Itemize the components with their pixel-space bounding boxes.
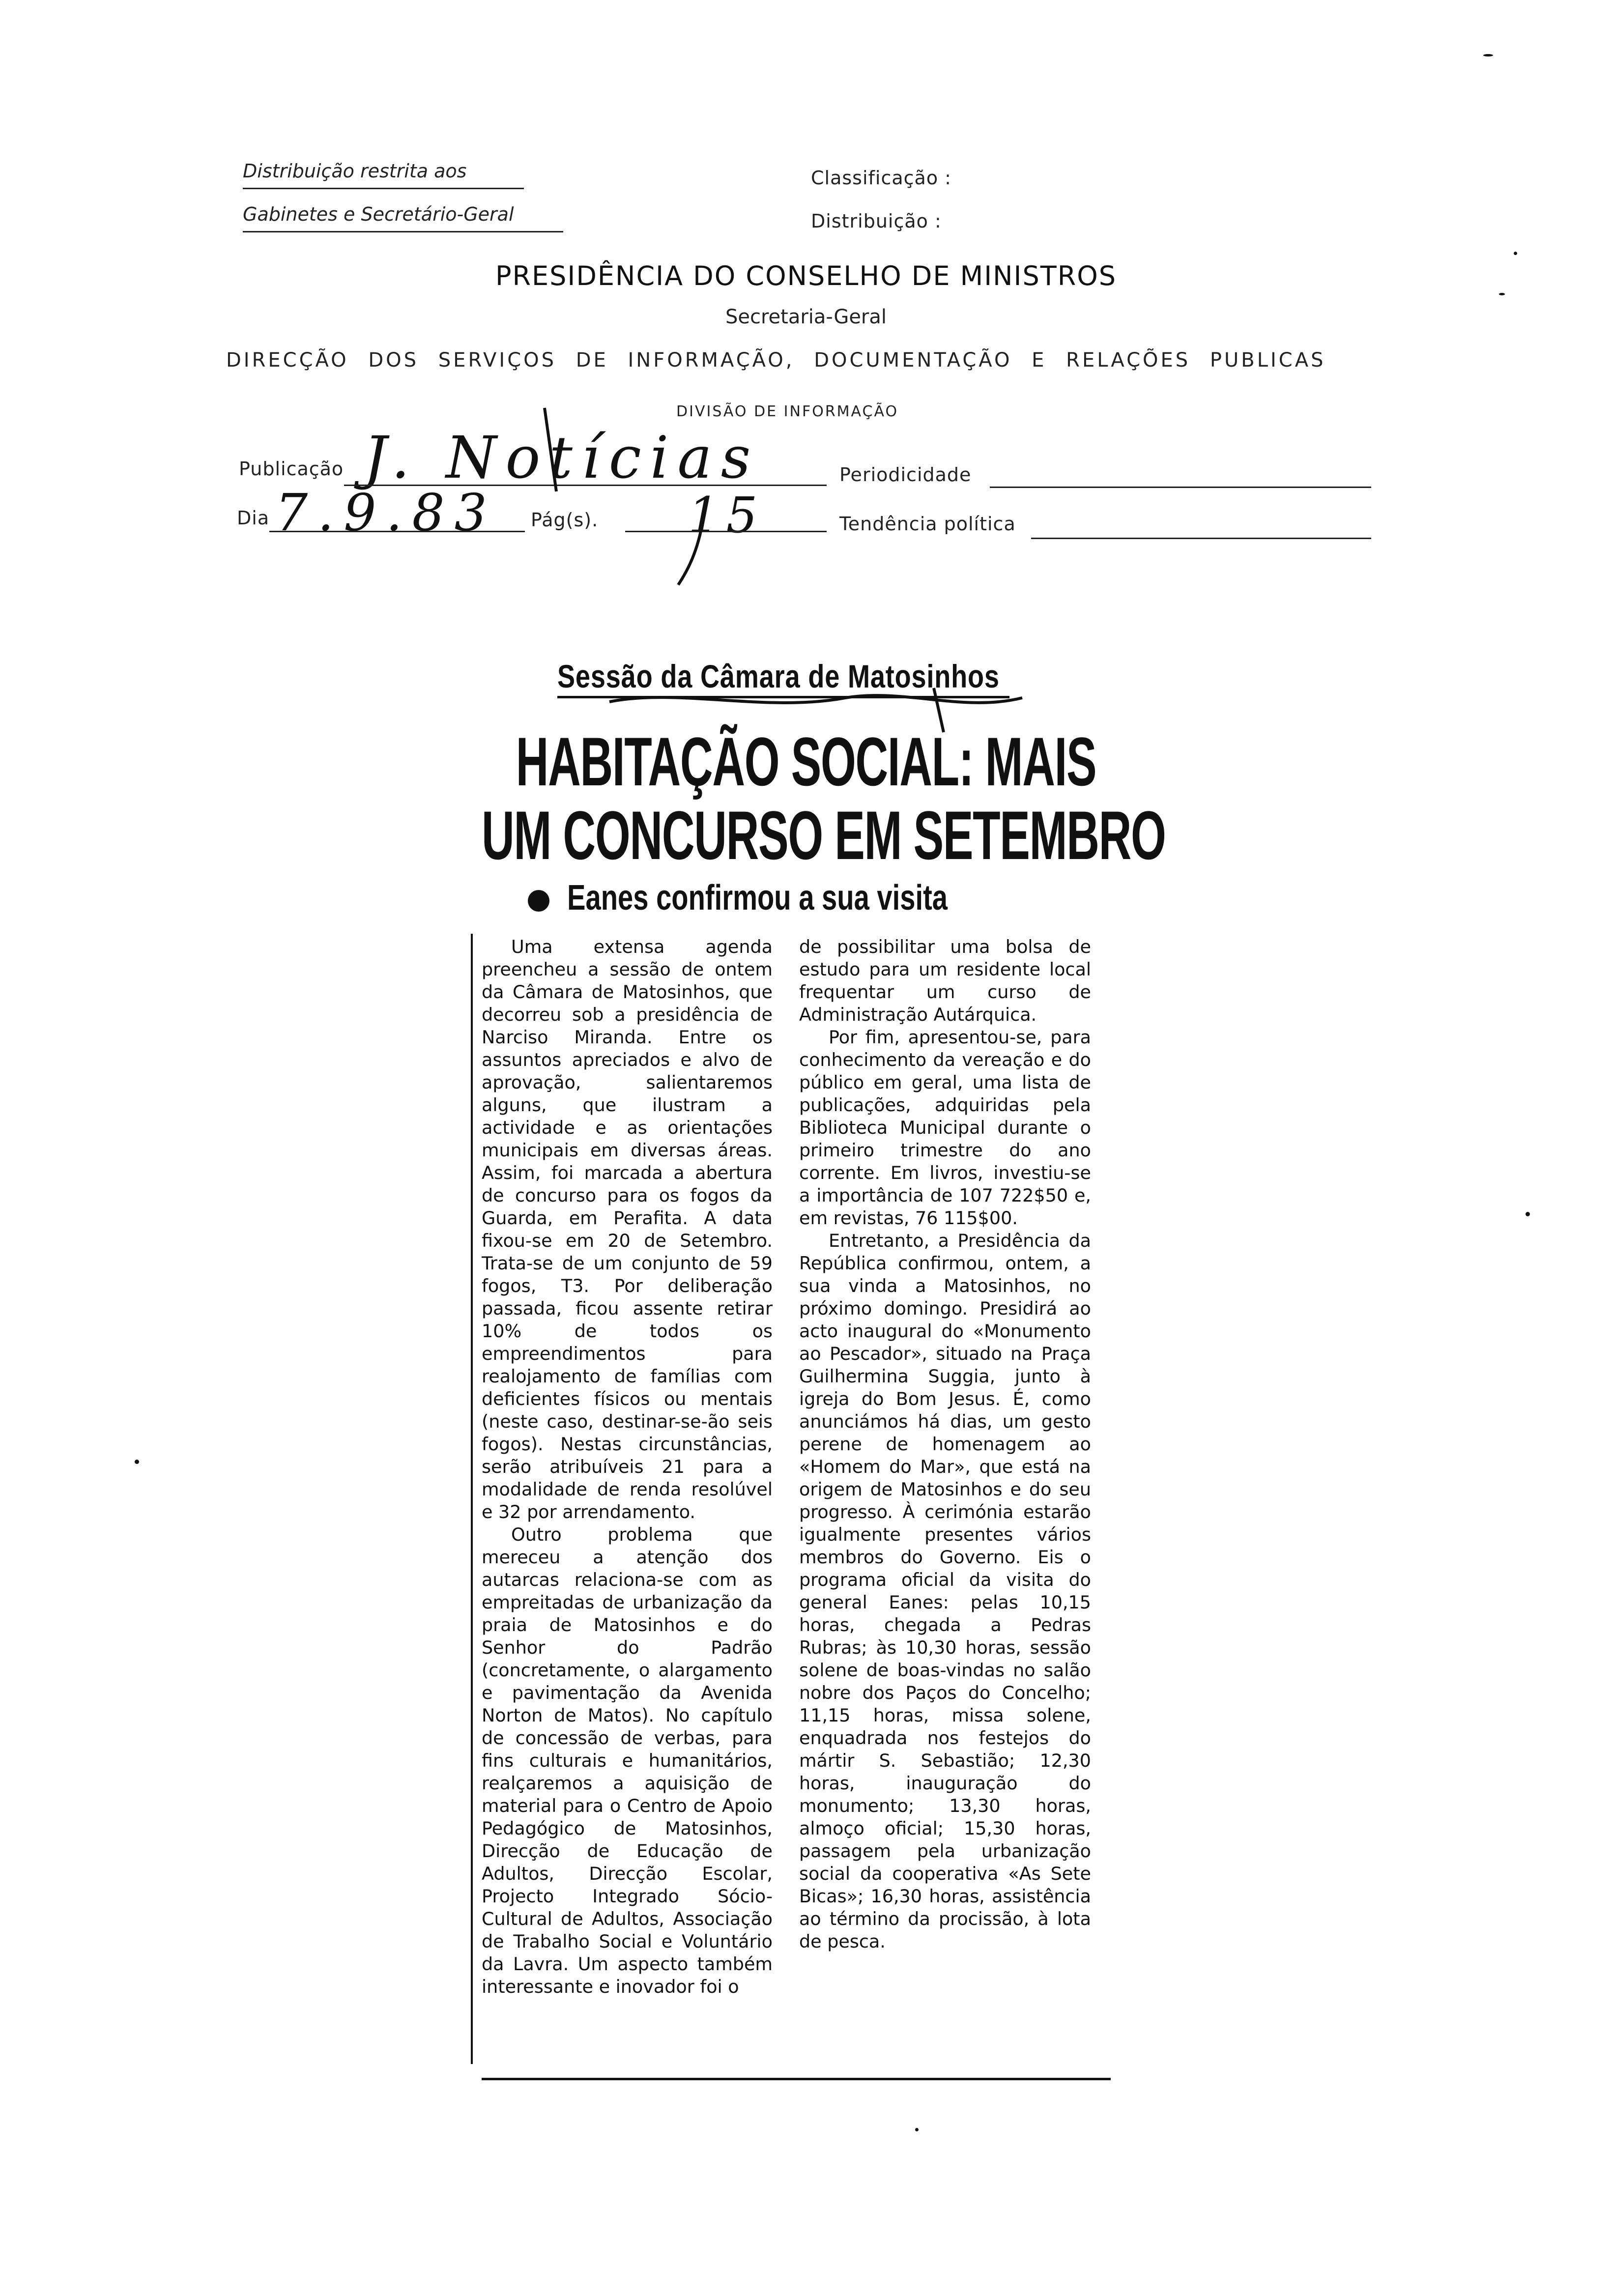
subhead bbox=[528, 878, 1055, 918]
clipping-left-edge bbox=[471, 934, 473, 2064]
restriction-note-line1: Distribuição restrita aos bbox=[243, 160, 467, 182]
pages-handwritten: 15 bbox=[688, 487, 765, 544]
col2-paragraph-2: Por fim, apresentou-se, para conhecimento da vereação e do público em geral, uma lista de publicações, adquiridas pela Biblioteca Municipal durante o primeiro trimestre do ano corrente. Em livros, investiu-se a importância de 107 722$50 e, em revistas, 76 115$00. bbox=[799, 1027, 1091, 1229]
article-column-1 bbox=[482, 936, 773, 1998]
publication-handwritten: J. Notícias bbox=[364, 424, 760, 491]
day-handwritten: 7.9.83 bbox=[275, 483, 497, 543]
division-title: DIVISÃO DE INFORMAÇÃO bbox=[676, 403, 899, 420]
classification-label: Classificação : bbox=[811, 167, 951, 189]
col1-paragraph-2: Outro problema que mereceu a atenção dos autarcas relaciona-se com as empreitadas de urbanização da praia de Matosinhos e do Senhor do Padrão (concretamente, o alargamento e pavimentação da Avenida Norton de Matos). No capítulo de concessão de verbas, para fins culturais e humanitários, realçaremos a aquisição de material para o Centro de Apoio Pedagógico de Matosinhos, Direcção de Educação de Adultos, Direcção Escolar, Projecto Integrado Sócio-Cultural de Adultos, Associação de Trabalho Social e Voluntário da Lavra. Um aspecto também interessante e inovador foi o bbox=[482, 1524, 773, 1997]
scan-speck bbox=[1526, 1212, 1530, 1216]
day-label: Dia bbox=[237, 507, 270, 529]
institution-title: PRESIDÊNCIA DO CONSELHO DE MINISTROS bbox=[495, 260, 1117, 291]
restriction-note-line2: Gabinetes e Secretário-Geral bbox=[243, 203, 514, 225]
scan-speck bbox=[1499, 293, 1505, 295]
subhead-text: Eanes confirmou a sua visita bbox=[567, 878, 948, 918]
secretariat-title: Secretaria-Geral bbox=[725, 306, 887, 328]
directorate-title: DIRECÇÃO DOS SERVIÇOS DE INFORMAÇÃO, DOCUMENTAÇÃO E RELAÇÕES PUBLICAS bbox=[226, 349, 1326, 372]
publication-label: Publicação bbox=[239, 458, 344, 480]
distribution-label: Distribuição : bbox=[811, 210, 942, 232]
col2-paragraph-1: de possibilitar uma bolsa de estudo para um residente local frequentar um curso de Administração Autárquica. bbox=[799, 936, 1091, 1025]
clipping-bottom-rule bbox=[482, 2078, 1111, 2080]
scan-speck bbox=[1483, 54, 1493, 57]
article-kicker: Sessão da Câmara de Matosinhos bbox=[557, 658, 1000, 694]
political-tendency-label: Tendência política bbox=[839, 513, 1016, 535]
headline-line-1: HABITAÇÃO SOCIAL: MAIS bbox=[516, 723, 1096, 800]
headline-line-2: UM CONCURSO EM SETEMBRO bbox=[482, 797, 1166, 874]
periodicity-label: Periodicidade bbox=[839, 464, 972, 486]
bullet-icon bbox=[528, 890, 549, 912]
scan-speck bbox=[1514, 252, 1517, 255]
pages-label: Pág(s). bbox=[531, 509, 599, 531]
kicker-underline bbox=[557, 696, 1009, 698]
col1-paragraph-1: Uma extensa agenda preencheu a sessão de ontem da Câmara de Matosinhos, que decorreu sob a presidência de Narciso Miranda. Entre os assuntos apreciados e alvo de aprovação, salientaremos alguns, que ilustram a actividade e as orientações municipais em diversas áreas. Assim, foi marcada a abertura de concurso para os fogos da Guarda, em Perafita. A data fixou-se em 20 de Setembro. Trata-se de um conjunto de 59 fogos, T3. Por deliberação passada, ficou assente retirar 10% de todos os empreendimentos para realojamento de famílias com deficientes físicos ou mentais (neste caso, destinar-se-ão seis fogos). Nestas circunstâncias, serão atribuíveis 21 para a modalidade de renda resolúvel e 32 por arrendamento. bbox=[482, 936, 773, 1522]
scan-speck bbox=[915, 2128, 919, 2131]
col2-paragraph-3: Entretanto, a Presidência da República confirmou, ontem, a sua vinda a Matosinhos, no próximo domingo. Presidirá ao acto inaugural do «Monumento ao Pescador», situado na Praça Guilhermina Suggia, junto à igreja do Bom Jesus. É, como anunciámos há dias, um gesto perene de homenagem ao «Homem do Mar», que está na origem de Matosinhos e do seu progresso. À cerimónia estarão igualmente presentes vários membros do Governo. Eis o programa oficial da visita do general Eanes: pelas 10,15 horas, chegada a Pedras Rubras; às 10,30 horas, sessão solene de boas-vindas no salão nobre dos Paços do Concelho; 11,15 horas, missa solene, enquadrada nos festejos do mártir S. Sebastião; 12,30 horas, inauguração do monumento; 13,30 horas, almoço oficial; 15,30 horas, passagem pela urbanização social da cooperativa «As Sete Bicas»; 16,30 horas, assistência ao término da procissão, à lota de pesca. bbox=[799, 1230, 1091, 1952]
article-column-2 bbox=[799, 936, 1091, 1953]
scan-speck bbox=[135, 1460, 139, 1464]
